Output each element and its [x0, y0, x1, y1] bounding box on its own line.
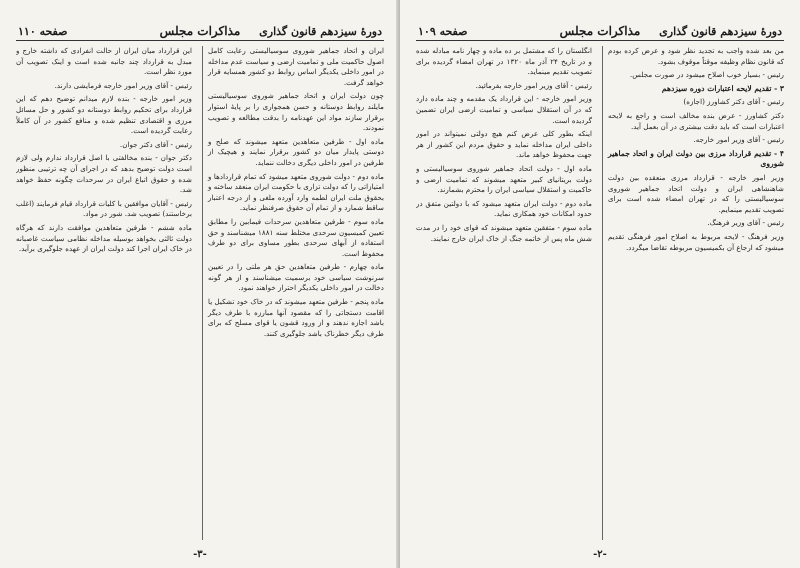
- paragraph: چون دولت ایران و اتحاد جماهیر شوروی سوسیالیستی مایلند روابط دوستانه و حسن همجواری را بر پایهٔ استوار برقرار سازند مواد این عهدنامه را بدقت مطالعه و تصویب نمودند.: [208, 91, 384, 133]
- paragraph: انگلستان را که مشتمل بر ده ماده و چهار نامه مبادله شده و در تاریخ ۲۴ آذر ماه ۱۳۲۰ در تهران امضاء گردیده برای تصویب تقدیم مینماید.: [416, 46, 592, 77]
- paragraph: ماده دوم - دولت شوروی متعهد میشود که تمام قراردادها و امتیازاتی را که دولت تزاری با حکومت ایران منعقد ساخته و بحقوق ملت ایران لطمه وارد آورده ملغی و از درجه اعتبار ساقط شمارد و از تمام آن حقوق صرفنظر نماید.: [208, 171, 384, 213]
- paragraph: رئیس - آقایان موافقین با کلیات قرارداد قیام فرمایند (اغلب برخاستند) تصویب شد. شور در مواد.: [16, 198, 192, 219]
- paragraph: ماده پنجم - طرفین متعهد میشوند که در خاک خود تشکیل یا اقامت دستجاتی را که مقصود آنها مبارزه با طرف دیگر باشد اجازه ندهند و از ورود قشون یا قوای مسلح که برای طرف دیگر خطرناک باشد جلوگیری کنند.: [208, 297, 384, 338]
- right-page-journal-title: مذاکرات مجلس: [559, 24, 641, 38]
- left-page-column-left: [16, 46, 192, 540]
- right-page-number: -۲-: [593, 549, 607, 560]
- paragraph: وزیر امور خارجه - قرارداد مرزی منعقده بین دولت شاهنشاهی ایران و دولت اتحاد جماهیر شوروی سوسیالیستی را که در تهران امضاء شده است برای تصویب تقدیم مینمایم.: [608, 172, 784, 214]
- right-page-period: دورهٔ سیزدهم قانون گذاری: [659, 25, 782, 38]
- paragraph: من بعد شده واجب به تجدید نظر شود و عرض کرده بودم که قانون نظام وظیفه موقتاً موقوف بشود.: [608, 46, 784, 66]
- paragraph: این قرارداد میان ایران از حالت انفرادی که داشته خارج و مبدل به قرارداد چند جانبه شده است و اینک تصویب آن مورد نظر است.: [16, 46, 192, 77]
- right-header-rule: [416, 40, 784, 41]
- paragraph: ماده اول - طرفین متعاهدین متعهد میشوند که صلح و دوستی پایدار میان دو کشور برقرار نمایند و هیچیک از طرفین در امور داخلی دیگری دخالت ننماید.: [208, 136, 384, 167]
- left-page-column-right: [202, 46, 384, 540]
- paragraph: رئیس - آقای وزیر فرهنگ.: [707, 218, 784, 228]
- left-page-page-label: صفحه ۱۱۰: [18, 25, 68, 38]
- paragraph: رئیس - آقای وزیر امور خارجه بفرمائید.: [475, 80, 592, 90]
- left-page-journal-title: مذاکرات مجلس: [159, 24, 241, 38]
- right-page-column-left: [416, 46, 592, 540]
- paragraph: وزیر امور خارجه - این قرارداد یک مقدمه و چند ماده دارد که در آن استقلال سیاسی و تمامیت ارضی ایران تضمین گردیده است.: [416, 94, 592, 125]
- paragraph: اینکه بطور کلی عرض کنم هیچ دولتی نمیتواند در امور داخلی ایران مداخله نماید و حقوق مردم این کشور از هر جهت محفوظ خواهد ماند.: [416, 129, 592, 160]
- right-page-columns: [416, 46, 784, 540]
- paragraph: وزیر امور خارجه - بنده لازم میدانم توضیح دهم که این قرارداد برای تحکیم روابط دوستانه دو کشور و حل مسائل مرزی و اقتصادی تنظیم شده و منافع کشور در آن کاملاً رعایت گردیده است.: [16, 94, 192, 136]
- paragraph: ماده دوم - دولت ایران متعهد میشود که با دولتین متفق در حدود امکانات خود همکاری نماید.: [416, 198, 592, 219]
- paragraph: ماده چهارم - طرفین متعاهدین حق هر ملتی را در تعیین سرنوشت سیاسی خود برسمیت میشناسند و از هر گونه دخالت در امور داخلی یکدیگر احتراز خواهند نمود.: [208, 262, 384, 293]
- paragraph: رئیس - بسیار خوب اصلاح میشود در صورت مجلس.: [629, 70, 784, 80]
- left-page-columns: [16, 46, 384, 540]
- paragraph: دکتر جوان - بنده مخالفتی با اصل قرارداد ندارم ولی لازم است دولت توضیح بدهد که در اجرای آن چه ترتیبی منظور شده و حقوق اتباع ایران در سرحدات چگونه حفظ خواهد شد.: [16, 153, 192, 195]
- paragraph: ایران و اتحاد جماهیر شوروی سوسیالیستی رعایت کامل اصول حاکمیت ملی و تمامیت ارضی و سیاست عدم مداخله در امور داخلی یکدیگر اساس روابط دو کشور همسایه قرار خواهد گرفت.: [208, 46, 384, 87]
- paragraph: ماده اول - دولت اتحاد جماهیر شوروی سوسیالیستی و دولت بریتانیای کبیر متعهد میشوند که تمامیت ارضی و حاکمیت و استقلال سیاسی ایران را محترم بشمارند.: [416, 163, 592, 195]
- left-page-number: -۳-: [193, 549, 207, 560]
- right-page-header: [418, 10, 782, 38]
- paragraph: ماده سوم - متفقین متعهد میشوند که قوای خود را در مدت شش ماه پس از خاتمه جنگ از خاک ایران خارج نمایند.: [416, 222, 592, 243]
- paragraph: رئیس - آقای دکتر جوان.: [119, 139, 192, 149]
- paragraph: رئیس - آقای دکتر کشاورز (اجازه): [683, 97, 784, 107]
- paragraph: ماده سوم - طرفین متعاهدین سرحدات فیمابین را مطابق تعیین کمیسیون سرحدی مختلط سنه ۱۸۸۱ میشناسند و حق استفاده از آبهای سرحدی بطور مساوی برای دو طرف محفوظ است.: [208, 216, 384, 258]
- section-heading: ۳ - تقدیم لایحه اعتبارات دوره سیزدهم: [661, 83, 784, 93]
- right-page-page-label: صفحه ۱۰۹: [418, 25, 468, 38]
- paragraph: وزیر فرهنگ - لایحه مربوط به اصلاح امور فرهنگی تقدیم میشود که ارجاع آن بکمیسیون مربوطه تقاضا میگردد.: [608, 231, 784, 252]
- paragraph: رئیس - آقای وزیر امور خارجه.: [693, 135, 784, 145]
- paragraph: رئیس - آقای وزیر امور خارجه فرمایشی دارند.: [54, 80, 192, 90]
- left-page-period: دورهٔ سیزدهم قانون گذاری: [259, 25, 382, 38]
- paragraph: دکتر کشاورز - عرض بنده مخالف است و راجع به لایحه اعتبارات است که باید دقت بیشتری در آن بعمل آید.: [608, 110, 784, 131]
- paragraph: ماده ششم - طرفین متعاهدین موافقت دارند که هرگاه دولت ثالثی بخواهد بوسیله مداخله نظامی سیاست غاصبانه در خاک ایران اجرا کند دولت ایران از عهده جلوگیری برآید.: [16, 222, 192, 254]
- left-page-header: [18, 10, 382, 38]
- section-heading: ۴ - تقدیم قرارداد مرزی بین دولت ایران و اتحاد جماهیر شوروی: [608, 148, 784, 169]
- right-page-column-right: [602, 46, 784, 540]
- left-header-rule: [16, 40, 384, 41]
- right-page: [400, 0, 800, 568]
